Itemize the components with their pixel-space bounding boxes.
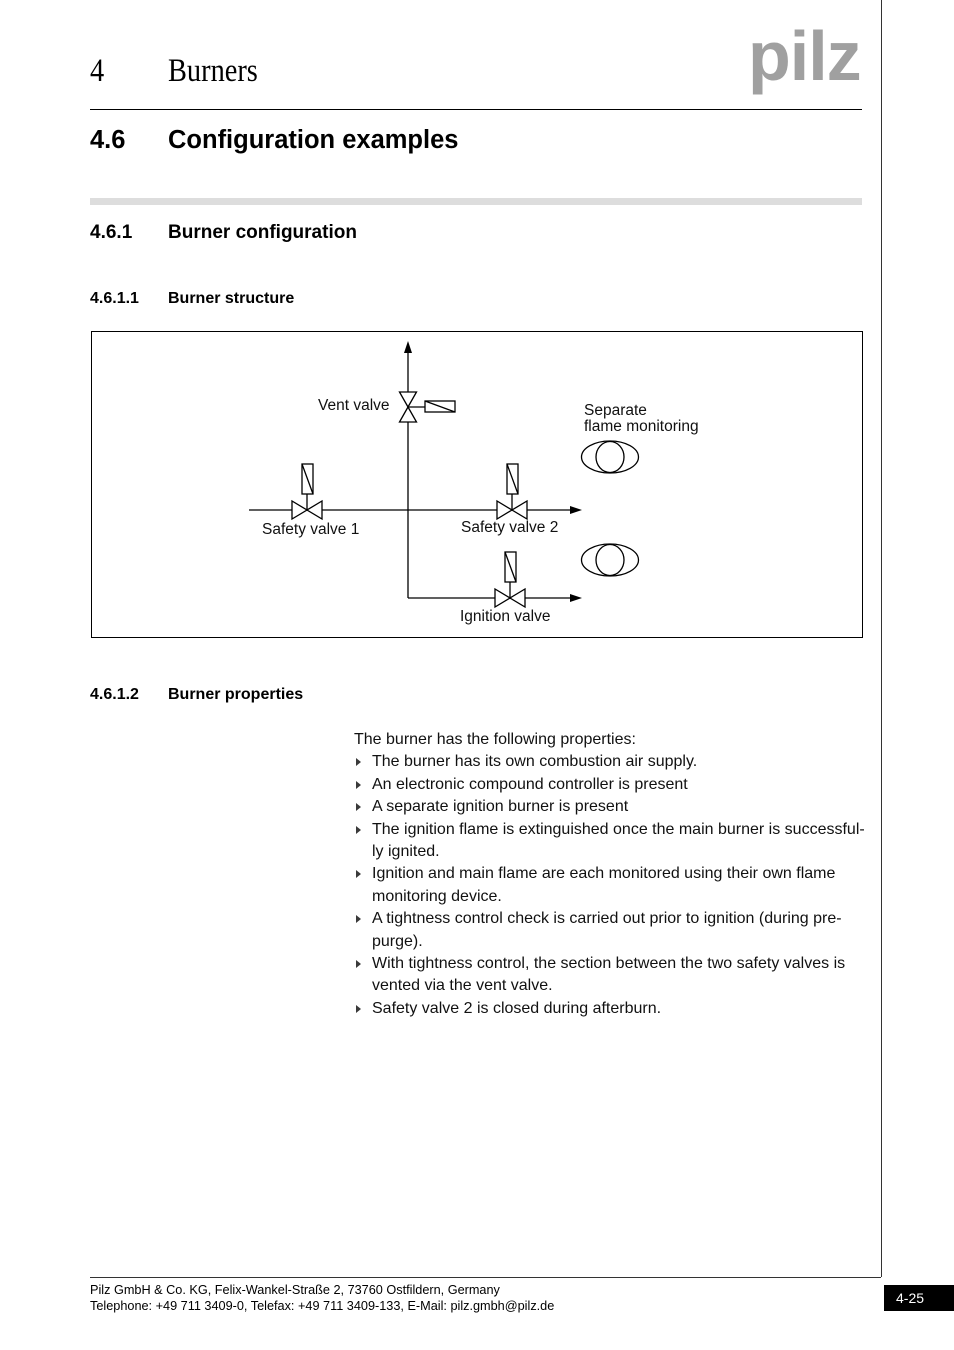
right-margin-rule (881, 0, 882, 1277)
valve-body-top (400, 392, 417, 407)
list-item (354, 998, 865, 1020)
list-item (354, 796, 865, 818)
list-item-text: Safety valve 2 is closed during afterburn. (372, 999, 662, 1017)
pilz-logo: pilz (748, 17, 861, 95)
list-item-text: A tightness control check is carried out prior to ignition (during pre- (372, 910, 842, 928)
safety-valve-2-symbol (497, 464, 527, 519)
burner-properties-text (354, 729, 865, 1020)
burner-properties-title: Burner properties (168, 686, 304, 703)
burner-properties-number: 4.6.1.2 (90, 686, 139, 703)
triangle-right-icon (356, 758, 361, 766)
ignition-valve-label: Ignition valve (460, 608, 551, 625)
footer-rule (90, 1277, 881, 1278)
chapter-number: 4 (90, 53, 105, 89)
burner-structure-title: Burner structure (168, 290, 295, 307)
footer-contact: Telephone: +49 711 3409-0, Telefax: +49 711 3409-133, E-Mail: pilz.gmbh@pilz.de (90, 1299, 555, 1313)
footer-address: Pilz GmbH & Co. KG, Felix-Wankel-Straße 2, 73760 Ostfildern, Germany (90, 1283, 500, 1297)
list-item (354, 863, 865, 908)
vent-valve-label: Vent valve (318, 397, 390, 414)
list-item-text: With tightness control, the section between the two safety valves is (372, 954, 846, 972)
main-flame-monitor-icon (582, 441, 639, 473)
page-number-badge (884, 1285, 954, 1311)
list-item-text: The ignition flame is extinguished once the main burner is successful- (372, 820, 865, 838)
list-item-text: The burner has its own combustion air supply. (372, 753, 698, 771)
valve-body-left (497, 501, 512, 519)
monitor-inner (596, 442, 624, 473)
ignition-flame-monitor-icon (582, 544, 639, 576)
flame-monitoring-label-line: flame monitoring (584, 418, 699, 435)
safety-valve-2-label: Safety valve 2 (461, 519, 559, 536)
triangle-right-icon (356, 870, 361, 878)
list-item-text: An electronic compound controller is present (372, 775, 688, 793)
triangle-right-icon (356, 915, 361, 923)
triangle-right-icon (356, 781, 361, 789)
valve-body-right (510, 589, 525, 607)
list-item-text: A separate ignition burner is present (372, 798, 629, 816)
flame-monitoring-label-line: Separate (584, 402, 647, 419)
valve-body-right (307, 501, 322, 519)
section-divider-bar (90, 198, 862, 205)
ignition-burner-arrow (570, 594, 582, 602)
burner-structure-diagram (92, 332, 862, 637)
monitor-inner (596, 545, 624, 576)
list-item-text: purge). (372, 932, 423, 950)
burner-structure-number: 4.6.1.1 (90, 290, 139, 307)
triangle-right-icon (356, 803, 361, 811)
list-item (354, 774, 865, 796)
valve-body-bottom (400, 407, 417, 422)
triangle-right-icon (356, 960, 361, 968)
safety-valve-1-symbol (292, 464, 322, 519)
monitor-outer (582, 544, 639, 576)
chapter-title: Burners (168, 53, 258, 89)
footer-company-info (90, 1282, 554, 1314)
triangle-right-icon (356, 1005, 361, 1013)
triangle-right-icon (356, 826, 361, 834)
list-item (354, 751, 865, 773)
ignition-valve-symbol (495, 552, 525, 607)
page-number: 4-25 (896, 1290, 925, 1306)
burner-structure-figure (91, 331, 863, 638)
list-item-text: monitoring device. (372, 887, 502, 905)
monitor-outer (582, 441, 639, 473)
main-burner-arrow (570, 506, 582, 514)
list-item-text: Ignition and main flame are each monitored using their own flame (372, 865, 836, 883)
vent-valve-symbol (400, 392, 456, 422)
list-item (354, 908, 865, 953)
list-item (354, 819, 865, 864)
vent-outlet-arrow (404, 341, 412, 353)
list-item-text: ly ignited. (372, 842, 440, 860)
section-title: Configuration examples (168, 126, 459, 154)
section-number: 4.6 (90, 126, 126, 154)
subsection-title: Burner configuration (168, 222, 357, 243)
valve-body-left (292, 501, 307, 519)
valve-body-left (495, 589, 510, 607)
safety-valve-1-label: Safety valve 1 (262, 521, 360, 538)
flame-monitoring-label (584, 403, 699, 435)
list-item-text: vented via the vent valve. (372, 977, 553, 995)
subsection-number: 4.6.1 (90, 222, 133, 243)
properties-intro: The burner has the following properties: (354, 731, 636, 748)
valve-body-right (512, 501, 527, 519)
list-item (354, 953, 865, 998)
header-rule (90, 109, 862, 110)
